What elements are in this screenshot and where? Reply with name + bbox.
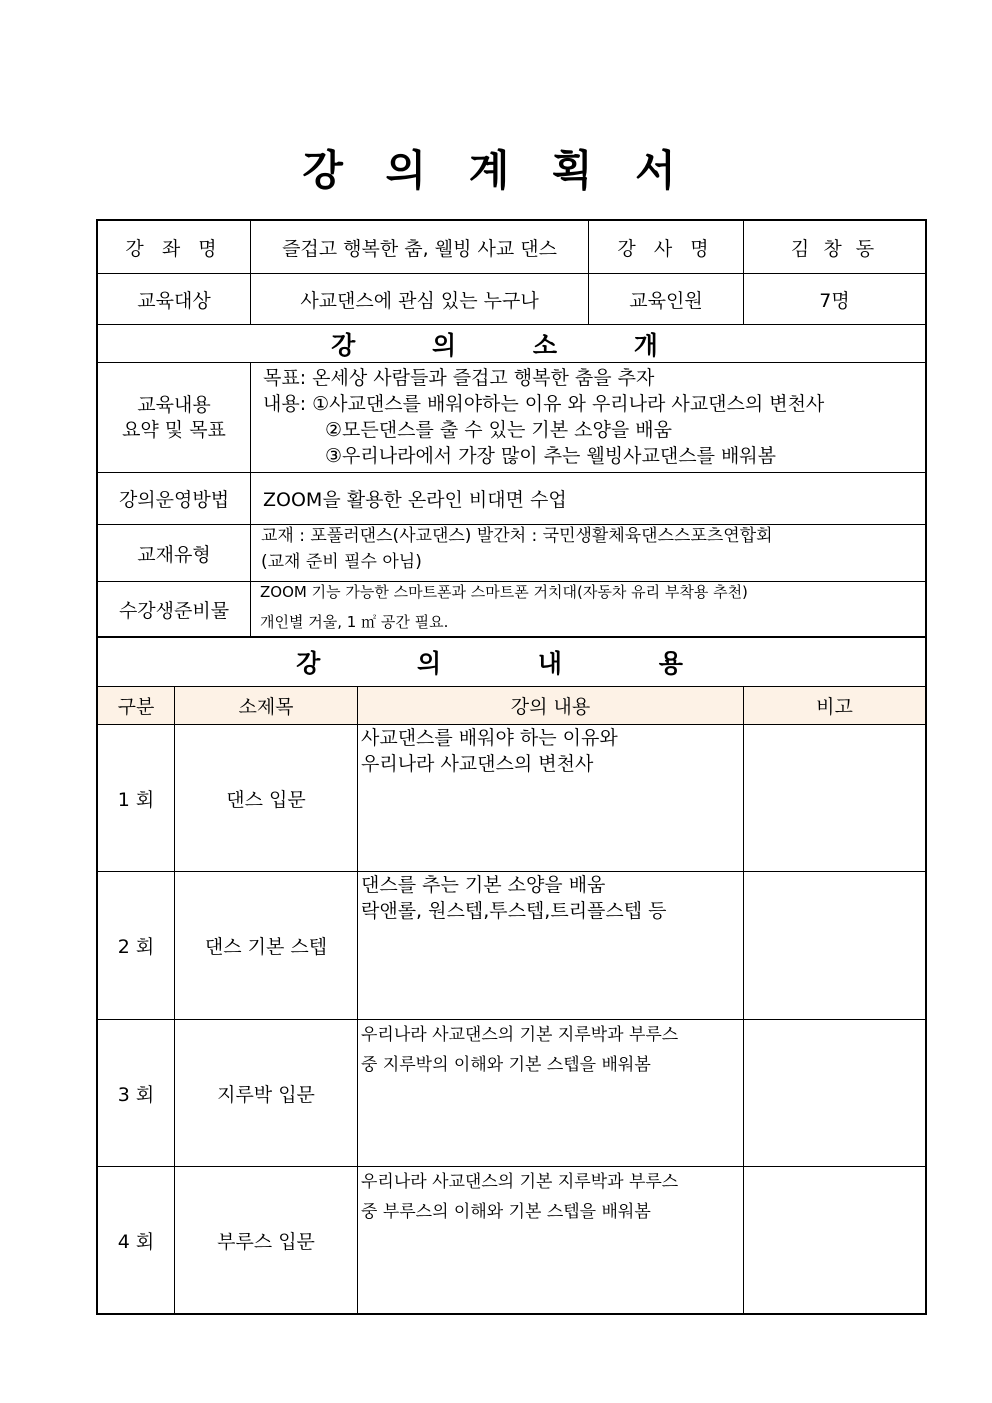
row3-note	[744, 1020, 925, 1166]
column-header-subtitle: 소제목	[238, 696, 294, 718]
summary-content-3: ③우리나라에서 가장 많이 추는 웰빙사교댄스를 배워봄	[325, 445, 777, 467]
row2-subtitle: 댄스 기본 스텝	[204, 936, 328, 958]
row4-content-line1: 우리나라 사교댄스의 기본 지루박과 부루스	[361, 1172, 679, 1192]
course-name-value: 즐겁고 행복한 춤, 웰빙 사교 댄스	[282, 237, 557, 260]
capacity-label: 교육인원	[629, 289, 703, 312]
intro-section-header: 강 의 소 개	[331, 330, 692, 360]
material-line2: (교재 준비 필수 아님)	[261, 552, 422, 572]
row1-content	[358, 725, 743, 871]
column-header-content: 강의 내용	[510, 696, 591, 718]
material-line1: 교재 : 포풀러댄스(사교댄스) 발간처 : 국민생활체육댄스스포츠연합회	[261, 526, 773, 546]
row2-content	[358, 872, 743, 1019]
row4-subtitle: 부루스 입문	[217, 1231, 315, 1253]
column-header-no: 구분	[117, 696, 155, 718]
prep-label: 수강생준비물	[118, 599, 230, 622]
row4-note	[744, 1167, 925, 1314]
content-section-header: 강 의 내 용	[296, 649, 727, 678]
row1-content-line1: 사교댄스를 배워야 하는 이유와	[361, 727, 618, 749]
row3-content-line1: 우리나라 사교댄스의 기본 지루박과 부루스	[361, 1025, 679, 1045]
summary-content-2: ②모든댄스를 출 수 있는 기본 소양을 배움	[325, 419, 672, 441]
instructor-label: 강 사 명	[617, 237, 715, 260]
row4-content-line2: 중 부루스의 이해와 기본 스텝을 배워봄	[361, 1202, 651, 1222]
row2-content-line2: 락앤롤, 원스텝,투스텝,트리플스텝 등	[361, 900, 667, 922]
summary-goal: 목표: 온세상 사람들과 즐겁고 행복한 춤을 추자	[263, 367, 655, 389]
row3-no: 3 회	[117, 1083, 155, 1106]
row4-content	[358, 1167, 743, 1314]
prep-value	[260, 577, 922, 637]
row3-content-line2: 중 지루박의 이해와 기본 스텝을 배워봄	[361, 1055, 651, 1075]
row2-note	[744, 872, 925, 1019]
summary-content-1: 내용: ①사교댄스를 배워야하는 이유 와 우리나라 사교댄스의 변천사	[263, 393, 825, 415]
row3-content	[358, 1020, 743, 1166]
row1-subtitle: 댄스 입문	[226, 788, 306, 811]
page-title: 강 의 계 획 서	[302, 146, 690, 195]
prep-line2: 개인별 거울, 1 ㎡ 공간 필요.	[260, 613, 449, 631]
course-name-label: 강 좌 명	[125, 237, 223, 260]
summary-label	[98, 363, 250, 472]
method-value: ZOOM을 활용한 온라인 비대면 수업	[263, 489, 567, 511]
method-label: 강의운영방법	[118, 489, 230, 511]
row4-no: 4 회	[117, 1231, 155, 1253]
summary-label-line2: 요약 및 목표	[122, 418, 226, 441]
capacity-value: 7명	[819, 289, 850, 312]
row1-content-line2: 우리나라 사교댄스의 변천사	[361, 753, 594, 775]
column-header-note: 비고	[816, 696, 853, 718]
material-label: 교재유형	[137, 543, 211, 566]
row1-no: 1 회	[117, 788, 155, 811]
instructor-value: 김 창 동	[790, 237, 879, 260]
row3-subtitle: 지루박 입문	[217, 1083, 315, 1106]
summary-label-line1: 교육내용	[137, 393, 211, 416]
target-label: 교육대상	[137, 289, 211, 312]
target-value: 사교댄스에 관심 있는 누구나	[300, 289, 539, 312]
material-value	[261, 523, 923, 575]
row2-no: 2 회	[117, 936, 155, 958]
lecture-plan-table	[96, 219, 927, 1315]
row1-note	[744, 725, 925, 871]
row2-content-line1: 댄스를 추는 기본 소양을 배움	[361, 874, 606, 896]
prep-line1: ZOOM 기능 가능한 스마트폰과 스마트폰 거치대(자동차 유리 부착용 추천)	[260, 583, 748, 601]
summary-content	[263, 365, 923, 469]
